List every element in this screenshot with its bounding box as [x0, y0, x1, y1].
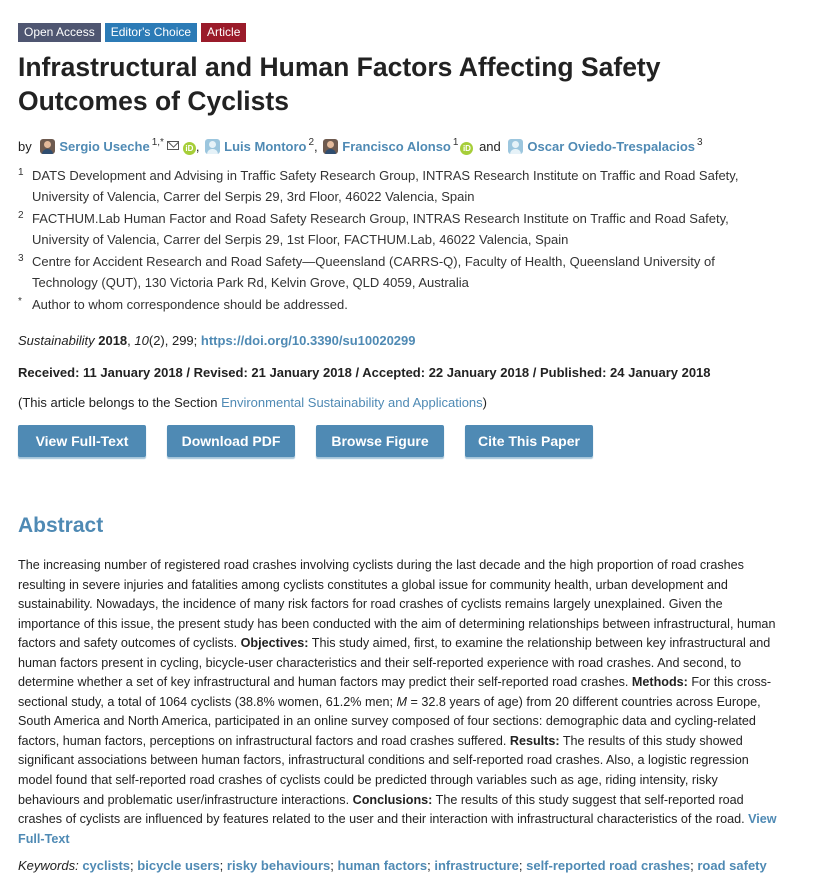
citation-line: Sustainability 2018, 10(2), 299; https://doi.org/10.3390/su10020299 — [18, 333, 416, 348]
affiliation-list — [18, 165, 778, 316]
author-name[interactable]: Luis Montoro — [224, 139, 307, 154]
affiliation-item — [18, 208, 778, 250]
journal-name: Sustainability — [18, 333, 95, 348]
author-photo-icon — [40, 139, 55, 154]
affiliation-text: Centre for Accident Research and Road Safety—Queensland (CARRS-Q), Faculty of Health, Queensland University of Technology (QUT), 130 Victoria Park Rd, Kelvin Grove, QLD 4059, Australia — [32, 254, 715, 290]
author-avatar-icon — [205, 139, 220, 154]
keyword-separator: ; — [518, 858, 523, 873]
affiliation-text: Author to whom correspondence should be addressed. — [32, 297, 348, 312]
affiliation-text: FACTHUM.Lab Human Factor and Road Safety Research Group, INTRAS Research Institute on Traffic and Road Safety, University of Valencia, Carrer del Serpis 29, 1st Floor, FACTHUM.Lab, 46022 Valencia, Spain — [32, 211, 729, 247]
abstract-intro: The increasing number of registered road crashes involving cyclists during the last decade and the high proportion of road crashes resulting in severe injuries and fatalities among cyclists constitutes a global issue for community health, urban development and sustainability. Nowadays, the incidence of many risk factors for road crashes of cyclists remains largely unexplained. Given the importance of this issue, the present study has been conducted with the aim of determining relationships between infrastructural, human factors and safety outcomes of cyclists. — [18, 558, 776, 651]
article-title: Infrastructural and Human Factors Affecting Safety Outcomes of Cyclists — [18, 52, 661, 116]
and-label: and — [479, 139, 501, 154]
keyword-separator: ; — [427, 858, 431, 873]
doi-link[interactable]: https://doi.org/10.3390/su10020299 — [200, 333, 416, 348]
keyword-link[interactable]: self-reported road crashes — [526, 858, 691, 873]
affiliation-item — [18, 294, 778, 315]
email-icon[interactable] — [167, 141, 179, 150]
keyword-link[interactable]: road safety — [697, 858, 767, 873]
citation-volume: 10 — [134, 333, 149, 348]
keyword-link[interactable]: risky behaviours — [226, 858, 331, 873]
editors-choice-badge[interactable]: Editor's Choice — [105, 23, 197, 42]
download-pdf-button[interactable]: Download PDF — [167, 425, 295, 457]
affiliation-number: 1 — [18, 167, 24, 178]
orcid-icon[interactable]: iD — [183, 142, 196, 155]
affiliation-item — [18, 251, 778, 293]
abstract-objectives: This study aimed, first, to examine the relationship between key infrastructural and human factors present in cycling, bicycle-user characteristics and their self-reported experience with road crashes. And second, to determine whether a set of key infrastructural and human factors may predict their self-reported road crashes. — [18, 636, 771, 690]
section-suffix: ) — [482, 395, 488, 410]
keyword-link[interactable]: bicycle users — [137, 858, 220, 873]
cite-paper-button[interactable]: Cite This Paper — [465, 425, 593, 457]
author-affiliation-sup: 1 — [452, 137, 459, 148]
keywords-line — [18, 856, 808, 875]
keyword-separator: ; — [330, 858, 334, 873]
section-link[interactable]: Environmental Sustainability and Applications — [221, 395, 483, 410]
author-useche[interactable] — [38, 139, 196, 154]
objectives-label: Objectives: — [240, 636, 309, 651]
conclusions-label: Conclusions: — [352, 792, 433, 807]
view-full-text-button[interactable]: View Full-Text — [18, 425, 146, 457]
action-buttons — [18, 425, 593, 457]
keyword-separator: ; — [219, 858, 224, 873]
abstract-text — [18, 556, 778, 849]
abstract-full-text-link[interactable]: View Full-Text — [18, 812, 777, 846]
keyword-link[interactable]: human factors — [337, 858, 428, 873]
author-avatar-icon — [508, 139, 523, 154]
author-name[interactable]: Sergio Useche — [59, 139, 150, 154]
affiliation-item — [18, 165, 778, 207]
author-affiliation-sup: 2 — [308, 137, 315, 148]
abstract-methods-b: = 32.8 years of age) from 20 different countries across Europe, South America and North America, participated in an online survey composed of four sections: demographic data and cycling-related factors, human factors, perceptions on infrastructural factors and road crashes suffered. — [18, 694, 761, 748]
author-affiliation-sup: 3 — [697, 137, 703, 148]
results-label: Results: — [509, 733, 560, 748]
author-montoro[interactable] — [203, 139, 314, 154]
affiliation-number: 3 — [18, 253, 24, 264]
author-list: by Sergio Useche $^{1,*}$iD , Luis Montoro $^2$, Francisco Alonso $^1$iD and Oscar Oviedo-Trespalacios $^3$ — [18, 133, 703, 157]
article-type-badge: Article — [201, 23, 246, 42]
mean-symbol: M — [396, 694, 407, 709]
publication-dates: Received: 11 January 2018 / Revised: 21 January 2018 / Accepted: 22 January 2018 / Published: 24 January 2018 — [18, 365, 711, 380]
keyword-separator: ; — [130, 858, 134, 873]
author-alonso[interactable] — [321, 139, 473, 154]
author-name[interactable]: Francisco Alonso — [342, 139, 451, 154]
citation-issue-pages: (2), 299; — [148, 333, 198, 348]
citation-year: 2018 — [98, 333, 128, 348]
author-oviedo-trespalacios[interactable] — [506, 139, 702, 154]
badge-row — [18, 23, 246, 42]
keywords-label: Keywords: — [18, 858, 79, 873]
by-label: by — [18, 139, 32, 154]
abstract-heading: Abstract — [18, 514, 104, 537]
abstract-conclusions: The results of this study suggest that self-reported road crashes of cyclists are influenced by features related to the user and their interaction with infrastructural characteristics of the road. — [18, 792, 749, 827]
section-prefix: (This article belongs to the Section — [18, 395, 222, 410]
affiliation-number: * — [18, 296, 22, 307]
affiliation-text: DATS Development and Advising in Traffic Safety Research Group, INTRAS Research Institute on Traffic and Road Safety, University of Valencia, Carrer del Serpis 29, 3rd Floor, 46022 Valencia, Spain — [32, 168, 739, 204]
browse-figure-button[interactable]: Browse Figure — [316, 425, 444, 457]
author-name[interactable]: Oscar Oviedo-Trespalacios — [527, 139, 696, 154]
abstract-results: The results of this study showed significant associations between human factors, infrastructural conditions and self-reported road crashes. Also, a logistic regression model found that self-reported road crashes of cyclists could be predicted through variables such as age, riding intensity, risky behaviours and problematic user/infrastructure interactions. — [18, 733, 749, 807]
affiliation-number: 2 — [18, 210, 24, 221]
keyword-link[interactable]: cyclists — [82, 858, 131, 873]
author-affiliation-sup: 1,* — [151, 137, 164, 148]
author-photo-icon — [323, 139, 338, 154]
open-access-badge[interactable]: Open Access — [18, 23, 101, 42]
section-note — [18, 395, 487, 410]
orcid-icon[interactable]: iD — [460, 142, 473, 155]
abstract-methods-a: For this cross-sectional study, a total of 1064 cyclists (38.8% women, 61.2% men; — [18, 675, 772, 709]
methods-label: Methods: — [631, 675, 688, 690]
keyword-separator: ; — [690, 858, 694, 873]
keyword-link[interactable]: infrastructure — [434, 858, 519, 873]
